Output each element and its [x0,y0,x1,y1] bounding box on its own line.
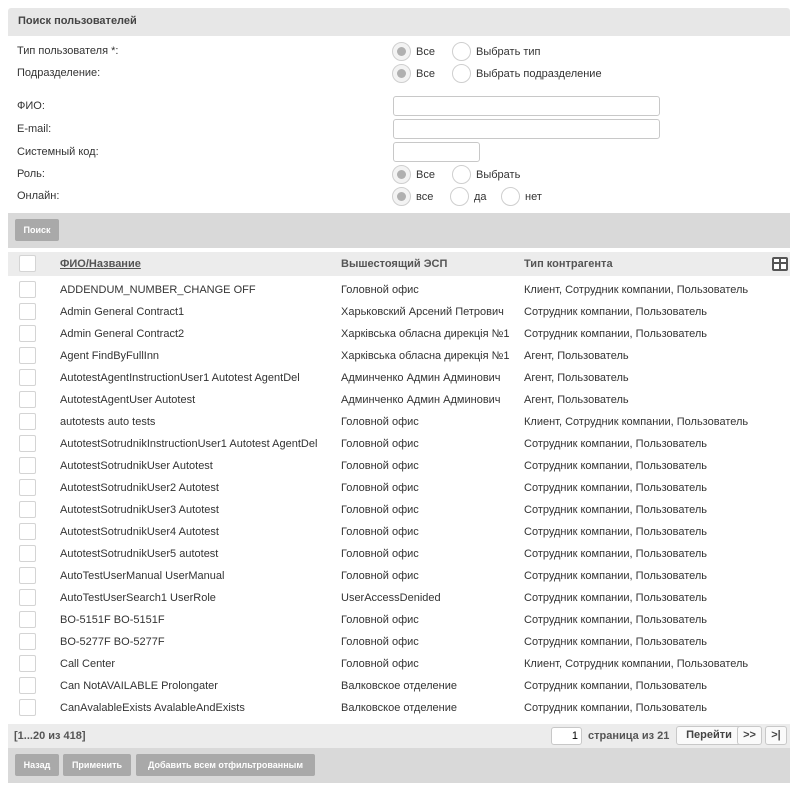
row-type-cell: Сотрудник компании, Пользователь [524,570,708,582]
row-name-cell: AutotestSotrudnikUser2 Autotest [60,482,219,494]
row-checkbox[interactable] [19,677,36,694]
row-checkbox[interactable] [19,435,36,452]
online-no-label: нет [525,191,542,203]
row-name-cell: AutotestSotrudnikInstructionUser1 Autotest AgentDel [60,438,318,450]
table-row[interactable] [8,345,790,367]
row-type-cell: Клиент, Сотрудник компании, Пользователь [524,658,749,670]
user-type-select-radio[interactable] [452,42,471,61]
row-checkbox[interactable] [19,655,36,672]
row-parent-cell: Головной офис [341,570,419,582]
row-type-cell: Клиент, Сотрудник компании, Пользователь [524,416,749,428]
row-name-cell: BO-5277F BO-5277F [60,636,165,648]
row-name-cell: AutotestSotrudnikUser3 Autotest [60,504,219,516]
division-select-radio[interactable] [452,64,471,83]
online-yes-label: да [474,191,487,203]
row-type-cell: Агент, Пользователь [524,350,629,362]
footer-bar [8,748,790,783]
row-name-cell: Can NotAVAILABLE Prolongater [60,680,218,692]
row-name-cell: AutoTestUserManual UserManual [60,570,225,582]
row-checkbox[interactable] [19,567,36,584]
row-name-cell: Admin General Contract1 [60,306,185,318]
row-checkbox[interactable] [19,589,36,606]
row-parent-cell: Головной офис [341,614,419,626]
user-type-label: Тип пользователя *: [17,45,119,57]
row-checkbox[interactable] [19,369,36,386]
row-checkbox[interactable] [19,325,36,342]
apply-button[interactable]: Применить [63,754,131,776]
row-checkbox[interactable] [19,611,36,628]
row-parent-cell: Харьковский Арсений Петрович [341,306,504,318]
table-row[interactable] [8,565,790,587]
search-button[interactable]: Поиск [15,219,59,241]
table-row[interactable] [8,675,790,697]
row-checkbox[interactable] [19,479,36,496]
row-name-cell: ADDENDUM_NUMBER_CHANGE OFF [60,284,256,296]
table-row[interactable] [8,279,790,301]
system-code-input[interactable] [393,142,480,162]
table-row[interactable] [8,323,790,345]
fio-label: ФИО: [17,100,45,112]
row-parent-cell: Головной офис [341,482,419,494]
column-name-header[interactable]: ФИО/Название [60,258,141,270]
table-row[interactable] [8,477,790,499]
row-type-cell: Сотрудник компании, Пользователь [524,636,708,648]
row-parent-cell: Головной офис [341,438,419,450]
division-select-label: Выбрать подразделение [476,68,602,80]
row-type-cell: Сотрудник компании, Пользователь [524,526,708,538]
row-checkbox[interactable] [19,501,36,518]
column-parent-header: Вышестоящий ЭСП [341,258,448,270]
row-name-cell: autotests auto tests [60,416,156,428]
row-type-cell: Сотрудник компании, Пользователь [524,592,708,604]
row-name-cell: AutotestSotrudnikUser5 autotest [60,548,219,560]
online-label: Онлайн: [17,190,60,202]
row-type-cell: Сотрудник компании, Пользователь [524,680,708,692]
columns-grid-icon[interactable] [772,257,788,271]
column-type-header: Тип контрагента [524,258,613,270]
fio-input[interactable] [393,96,660,116]
page-of-label: страница из 21 [588,730,670,742]
row-parent-cell: Головной офис [341,416,419,428]
role-select-label: Выбрать [476,169,521,181]
row-type-cell: Сотрудник компании, Пользователь [524,438,708,450]
search-bar [8,213,790,248]
table-row[interactable] [8,697,790,719]
row-checkbox[interactable] [19,303,36,320]
row-type-cell: Сотрудник компании, Пользователь [524,460,708,472]
row-checkbox[interactable] [19,633,36,650]
table-row[interactable] [8,653,790,675]
row-checkbox[interactable] [19,699,36,716]
table-row[interactable] [8,455,790,477]
table-row[interactable] [8,521,790,543]
row-parent-cell: Админченко Админ Админович [341,372,501,384]
online-no-radio[interactable] [501,187,520,206]
row-parent-cell: Админченко Админ Админович [341,394,501,406]
row-parent-cell: Головной офис [341,548,419,560]
table-row[interactable] [8,543,790,565]
go-button[interactable]: Перейти [676,726,742,745]
row-parent-cell: Головной офис [341,658,419,670]
row-type-cell: Клиент, Сотрудник компании, Пользователь [524,284,749,296]
row-checkbox[interactable] [19,523,36,540]
row-parent-cell: Харківська обласна дирекція №1 [341,328,510,340]
next-page-button[interactable]: >> [737,726,762,745]
division-all-radio[interactable] [392,64,411,83]
table-row[interactable] [8,389,790,411]
table-row[interactable] [8,367,790,389]
table-row[interactable] [8,301,790,323]
row-parent-cell: Головной офис [341,460,419,472]
pager [8,724,790,748]
select-all-checkbox[interactable] [19,255,36,272]
system-code-label: Системный код: [17,146,99,158]
row-checkbox[interactable] [19,545,36,562]
row-checkbox[interactable] [19,281,36,298]
row-name-cell: Call Center [60,658,116,670]
role-select-radio[interactable] [452,165,471,184]
row-type-cell: Сотрудник компании, Пользователь [524,548,708,560]
row-type-cell: Сотрудник компании, Пользователь [524,614,708,626]
row-parent-cell: Головной офис [341,504,419,516]
row-name-cell: AutotestSotrudnikUser Autotest [60,460,213,472]
row-checkbox[interactable] [19,347,36,364]
row-type-cell: Сотрудник компании, Пользователь [524,702,708,714]
table-row[interactable] [8,499,790,521]
table-row[interactable] [8,631,790,653]
row-name-cell: AutotestSotrudnikUser4 Autotest [60,526,219,538]
online-yes-radio[interactable] [450,187,469,206]
row-type-cell: Агент, Пользователь [524,372,629,384]
row-parent-cell: Головной офис [341,526,419,538]
user-type-all-label: Все [416,46,435,58]
row-checkbox[interactable] [19,413,36,430]
panel-header [8,8,790,36]
row-parent-cell: Валковское отделение [341,680,457,692]
user-type-select-label: Выбрать тип [476,46,541,58]
panel-title: Поиск пользователей [18,15,137,27]
row-type-cell: Сотрудник компании, Пользователь [524,504,708,516]
add-all-filtered-button[interactable]: Добавить всем отфильтрованным [136,754,315,776]
row-type-cell: Сотрудник компании, Пользователь [524,328,708,340]
back-button[interactable]: Назад [15,754,59,776]
row-name-cell: Agent FindByFullInn [60,350,160,362]
table-row[interactable] [8,587,790,609]
row-name-cell: AutotestAgentInstructionUser1 Autotest AgentDel [60,372,300,384]
page-number-input[interactable] [551,727,582,745]
division-label: Подразделение: [17,67,101,79]
row-type-cell: Агент, Пользователь [524,394,629,406]
row-parent-cell: Головной офис [341,284,419,296]
row-type-cell: Сотрудник компании, Пользователь [524,306,708,318]
row-name-cell: AutotestAgentUser Autotest [60,394,196,406]
role-label: Роль: [17,168,45,180]
user-type-all-radio[interactable] [392,42,411,61]
pager-range: [1...20 из 418] [14,730,86,742]
row-name-cell: BO-5151F BO-5151F [60,614,165,626]
role-all-radio[interactable] [392,165,411,184]
row-name-cell: CanAvalableExists AvalableAndExists [60,702,245,714]
role-all-label: Все [416,169,435,181]
row-parent-cell: Валковское отделение [341,702,457,714]
row-checkbox[interactable] [19,457,36,474]
last-page-button[interactable]: >| [765,726,787,745]
row-type-cell: Сотрудник компании, Пользователь [524,482,708,494]
online-all-label: все [416,191,434,203]
row-parent-cell: Харківська обласна дирекція №1 [341,350,510,362]
row-checkbox[interactable] [19,391,36,408]
table-header [8,252,790,276]
division-all-label: Все [416,68,435,80]
table-row[interactable] [8,411,790,433]
email-input[interactable] [393,119,660,139]
online-all-radio[interactable] [392,187,411,206]
row-name-cell: Admin General Contract2 [60,328,185,340]
table-row[interactable] [8,609,790,631]
email-label: E-mail: [17,123,52,135]
row-name-cell: AutoTestUserSearch1 UserRole [60,592,216,604]
table-row[interactable] [8,433,790,455]
results-table [8,252,790,724]
row-parent-cell: UserAccessDenided [341,592,441,604]
row-parent-cell: Головной офис [341,636,419,648]
